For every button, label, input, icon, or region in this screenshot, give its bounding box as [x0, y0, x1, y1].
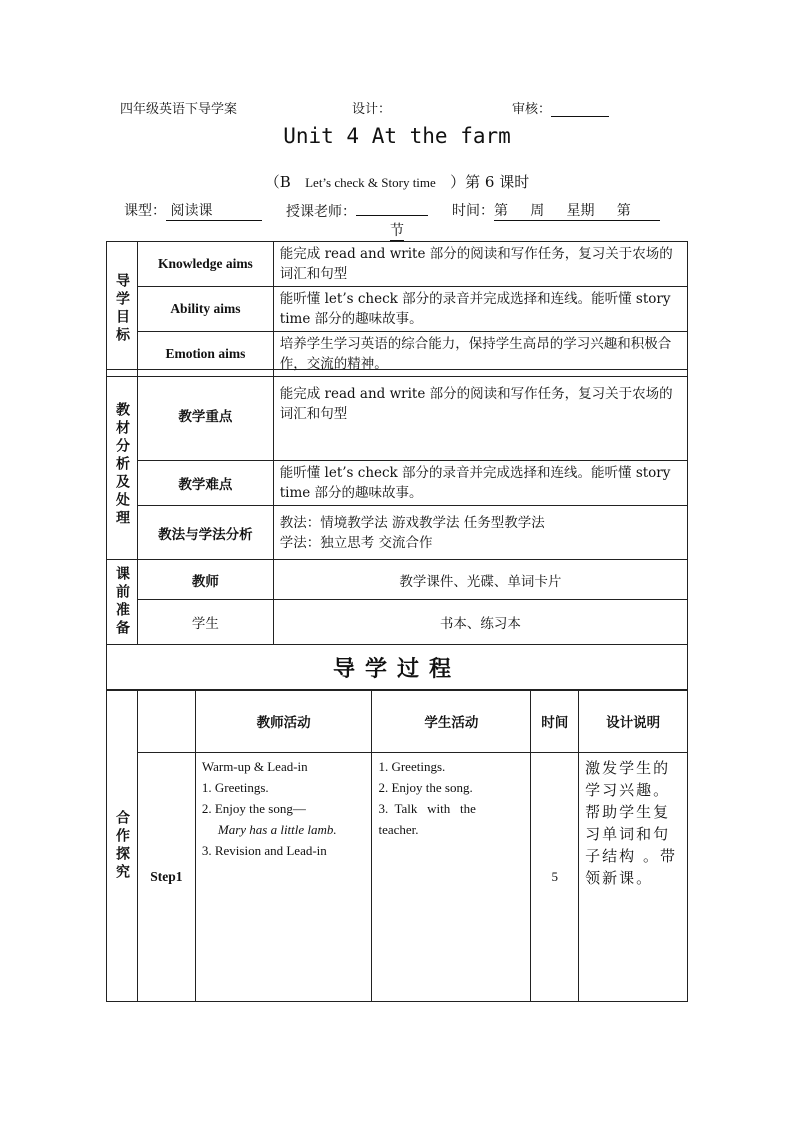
- step-name: Step1: [137, 753, 195, 1002]
- header-time: 时间: [531, 690, 579, 753]
- prep-text: 书本、练习本: [273, 600, 687, 645]
- step-design: 激发学生的学习兴趣。帮助学生复习单词和句子结构 。带领新课。: [579, 753, 688, 1002]
- lesson-type: 课型： 阅读课: [124, 200, 262, 221]
- header-blank: [137, 690, 195, 753]
- analysis-name: 教学难点: [137, 461, 273, 506]
- review-label: 审核：: [512, 98, 609, 117]
- aims-text: 能完成 read and write 部分的阅读和写作任务，复习关于农场的词汇和句型: [273, 242, 687, 287]
- aims-name: Knowledge aims: [137, 242, 273, 287]
- header-student: 学生活动: [372, 690, 531, 753]
- process-table: [106, 689, 688, 1002]
- process-side-label: 合作探究: [107, 690, 138, 1002]
- prep-side-label: 课前准备: [107, 560, 138, 645]
- analysis-text: 教法：情境教学法 游戏教学法 任务型教学法 学法：独立思考 交流合作: [273, 506, 687, 560]
- prep-name: 学生: [137, 600, 273, 645]
- step-teacher-activity: Warm-up & Lead-in 1. Greetings. 2. Enjoy the song— Mary has a little lamb. 3. Revision and Lead-in: [195, 753, 372, 1002]
- design-label: 设计：: [352, 102, 392, 117]
- analysis-table: [106, 369, 688, 691]
- teacher-field: 授课老师：: [286, 200, 428, 221]
- header-design: 设计说明: [579, 690, 688, 753]
- lesson-subtitle: （B Let’s check & Story time ）第 6 课时: [264, 173, 530, 191]
- doc-header-left: 四年级英语下导学案: [120, 102, 238, 117]
- aims-name: Emotion aims: [137, 332, 273, 377]
- header-teacher: 教师活动: [195, 690, 372, 753]
- analysis-name: 教法与学法分析: [137, 506, 273, 560]
- process-title: 导学过程: [107, 645, 688, 691]
- analysis-text: 能完成 read and write 部分的阅读和写作任务，复习关于农场的词汇和句型: [273, 370, 687, 461]
- time-field: 时间：第 周 星期 第: [452, 200, 674, 221]
- prep-text: 教学课件、光碟、单词卡片: [273, 560, 687, 600]
- analysis-side-label: 教材分析及处理: [107, 370, 138, 560]
- time-field-jie: 节: [390, 220, 404, 241]
- aims-text: 能听懂 let’s check 部分的录音并完成选择和连线。能听懂 story time 部分的趣味故事。: [273, 287, 687, 332]
- step-student-activity: 1. Greetings. 2. Enjoy the song. 3. Talk with the teacher.: [372, 753, 531, 1002]
- page-title: Unit 4 At the farm: [283, 124, 511, 148]
- step-time: 5: [531, 753, 579, 1002]
- analysis-name: 教学重点: [137, 370, 273, 461]
- aims-name: Ability aims: [137, 287, 273, 332]
- analysis-text: 能听懂 let’s check 部分的录音并完成选择和连线。能听懂 story time 部分的趣味故事。: [273, 461, 687, 506]
- prep-name: 教师: [137, 560, 273, 600]
- aims-text: 培养学生学习英语的综合能力，保持学生高昂的学习兴趣和积极合作，交流的精神。: [273, 332, 687, 377]
- aims-table: [106, 241, 688, 377]
- review-blank: [551, 103, 609, 117]
- aims-side-label: 导学目标: [107, 242, 138, 377]
